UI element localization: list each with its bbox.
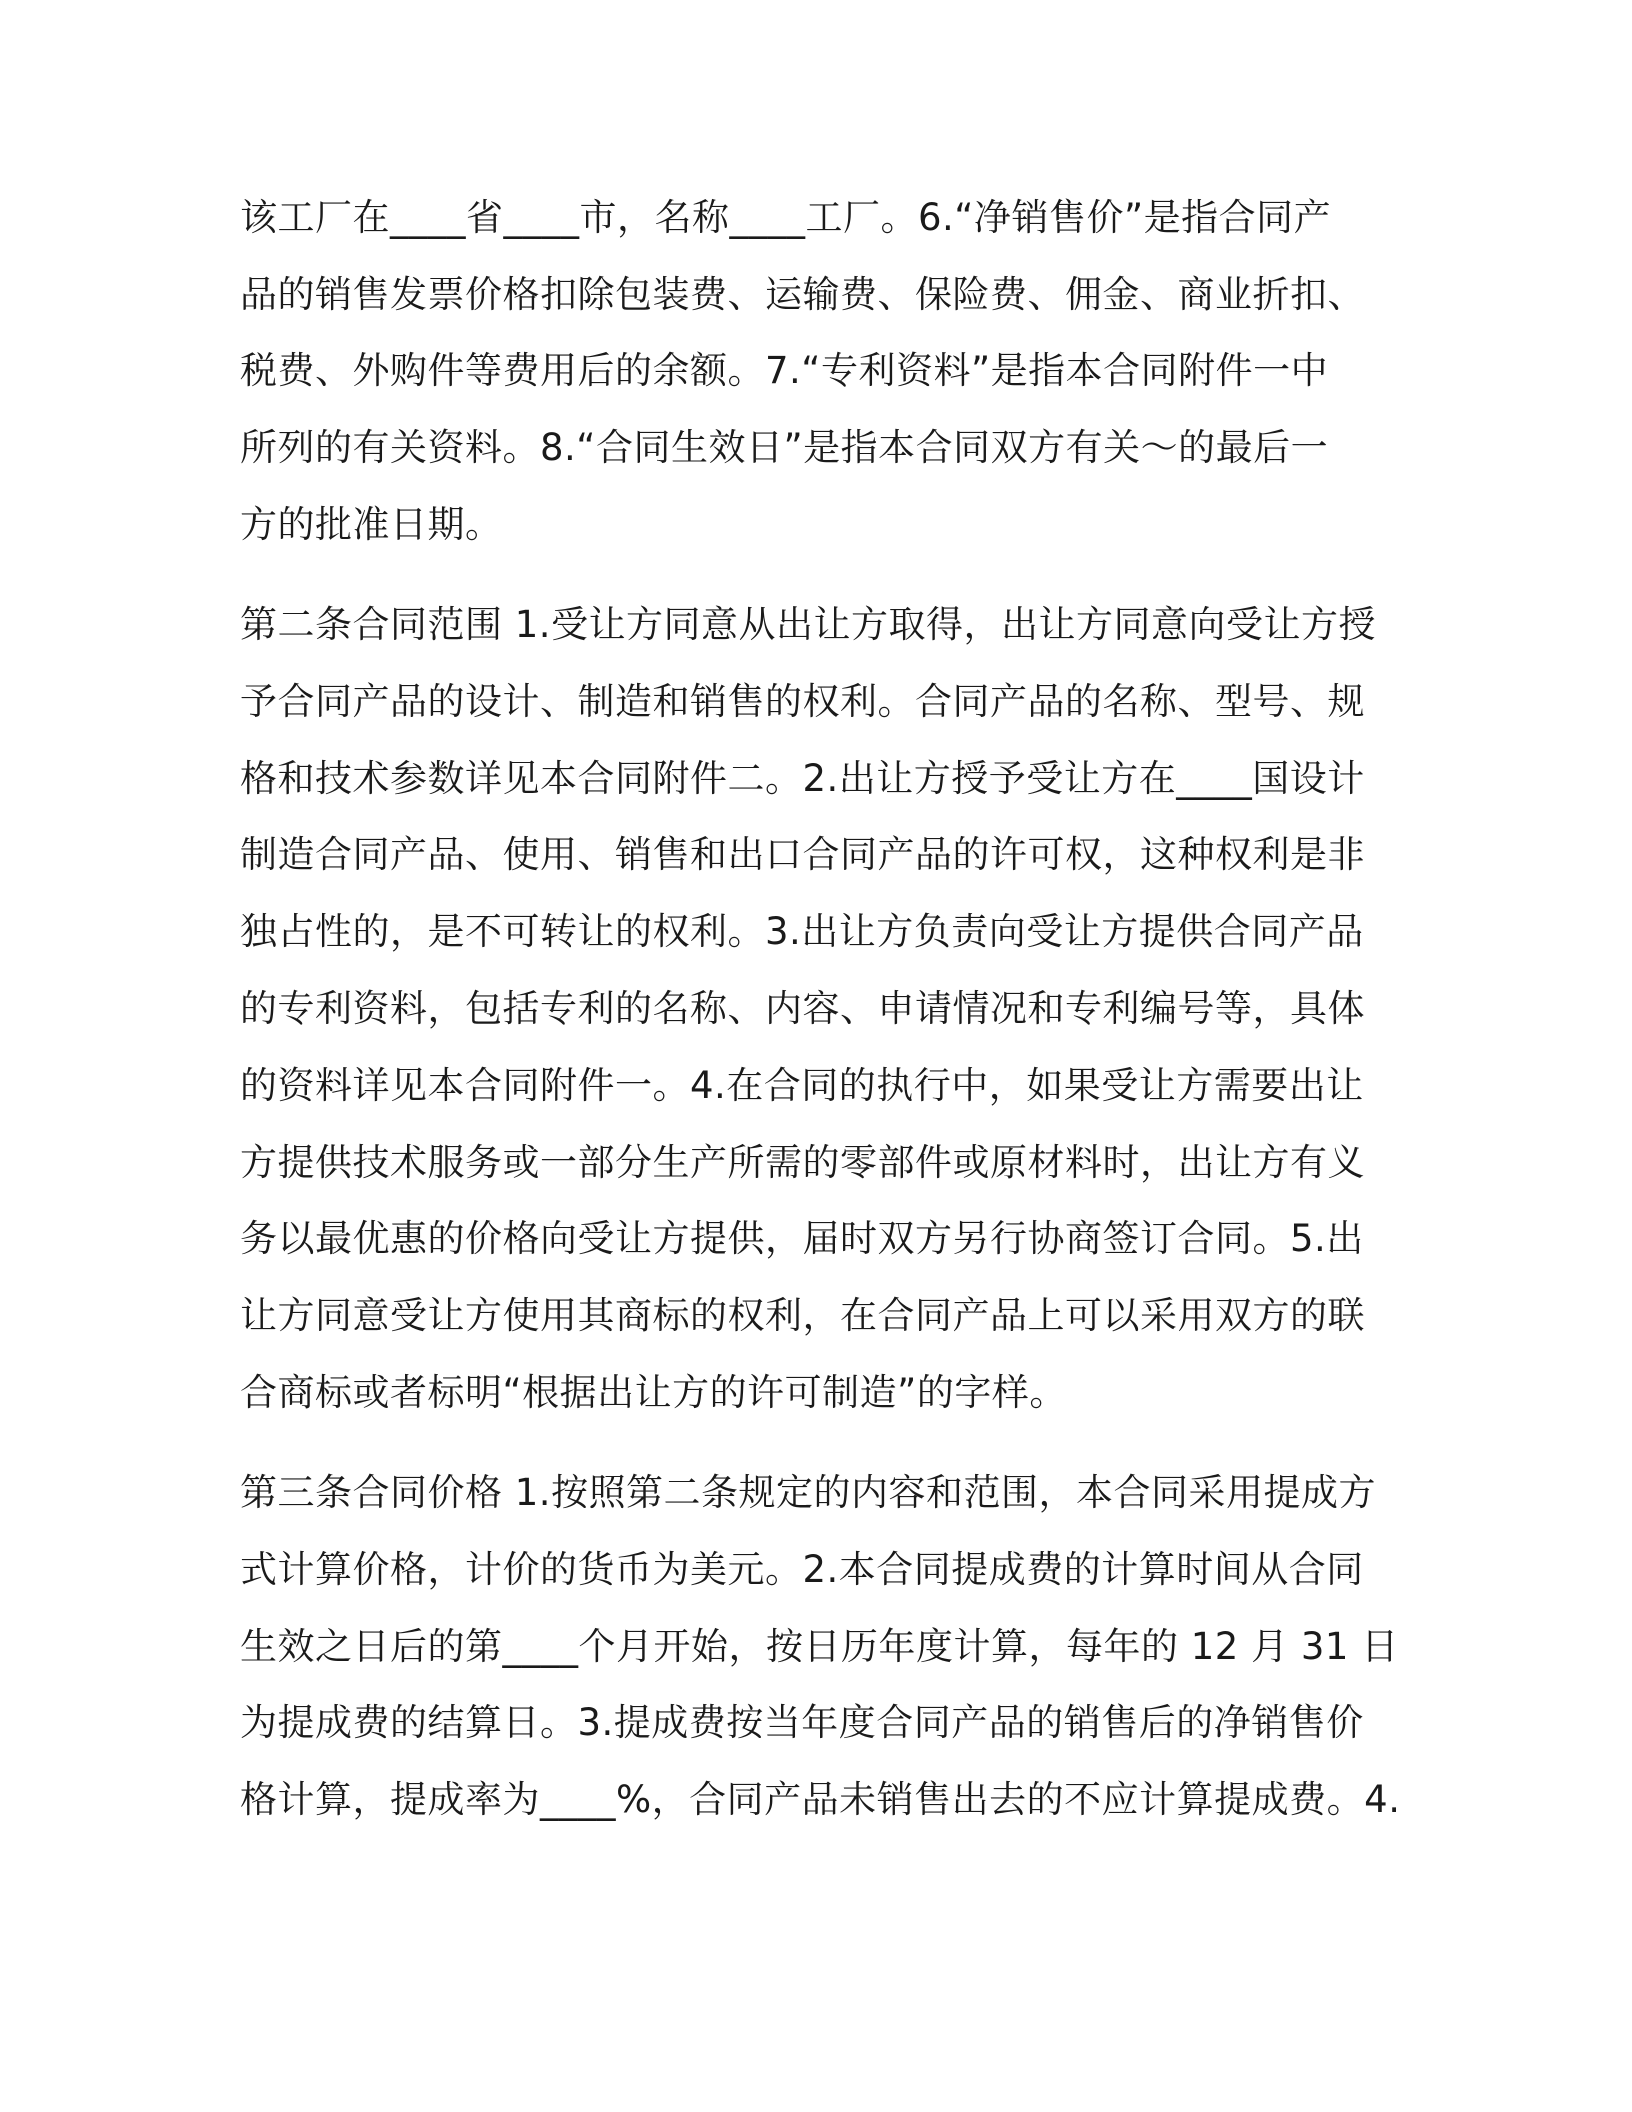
text-line: 合商标或者标明“根据出让方的许可制造”的字样。: [240, 1371, 1067, 1414]
text-line: 让方同意受让方使用其商标的权利，在合同产品上可以采用双方的联: [240, 1294, 1365, 1337]
text-line: 独占性的，是不可转让的权利。3.出让方负责向受让方提供合同产品: [240, 910, 1364, 953]
text-line: 式计算价格，计价的货币为美元。2.本合同提成费的计算时间从合同: [240, 1548, 1364, 1591]
text-line: 品的销售发票价格扣除包装费、运输费、保险费、佣金、商业折扣、: [240, 273, 1365, 316]
text-line: 方提供技术服务或一部分生产所需的零部件或原材料时，出让方有义: [240, 1141, 1365, 1184]
text-line: 该工厂在____省____市，名称____工厂。6.“净销售价”是指合同产: [240, 196, 1332, 239]
text-line: 制造合同产品、使用、销售和出口合同产品的许可权，这种权利是非: [240, 833, 1365, 876]
text-line: 为提成费的结算日。3.提成费按当年度合同产品的销售后的净销售价: [240, 1701, 1364, 1744]
text-line: 的专利资料，包括专利的名称、内容、申请情况和专利编号等，具体: [240, 987, 1365, 1030]
text-line: 第二条合同范围 1.受让方同意从出让方取得，出让方同意向受让方授: [240, 603, 1377, 646]
text-line: 格和技术参数详见本合同附件二。2.出让方授予受让方在____国设计: [240, 757, 1365, 800]
text-line: 所列的有关资料。8.“合同生效日”是指本合同双方有关～的最后一: [240, 426, 1329, 469]
text-line: 生效之日后的第____个月开始，按日历年度计算，每年的 12 月 31 日: [240, 1625, 1399, 1668]
text-line: 予合同产品的设计、制造和销售的权利。合同产品的名称、型号、规: [240, 680, 1365, 723]
text-line: 第三条合同价格 1.按照第二条规定的内容和范围，本合同采用提成方: [240, 1471, 1377, 1514]
text-line: 方的批准日期。: [240, 503, 503, 546]
text-line: 税费、外购件等费用后的余额。7.“专利资料”是指本合同附件一中: [240, 349, 1329, 392]
text-line: 格计算，提成率为____%，合同产品未销售出去的不应计算提成费。4.: [240, 1778, 1401, 1821]
text-line: 务以最优惠的价格向受让方提供，届时双方另行协商签订合同。5.出: [240, 1217, 1364, 1260]
text-line: 的资料详见本合同附件一。4.在合同的执行中，如果受让方需要出让: [240, 1064, 1364, 1107]
